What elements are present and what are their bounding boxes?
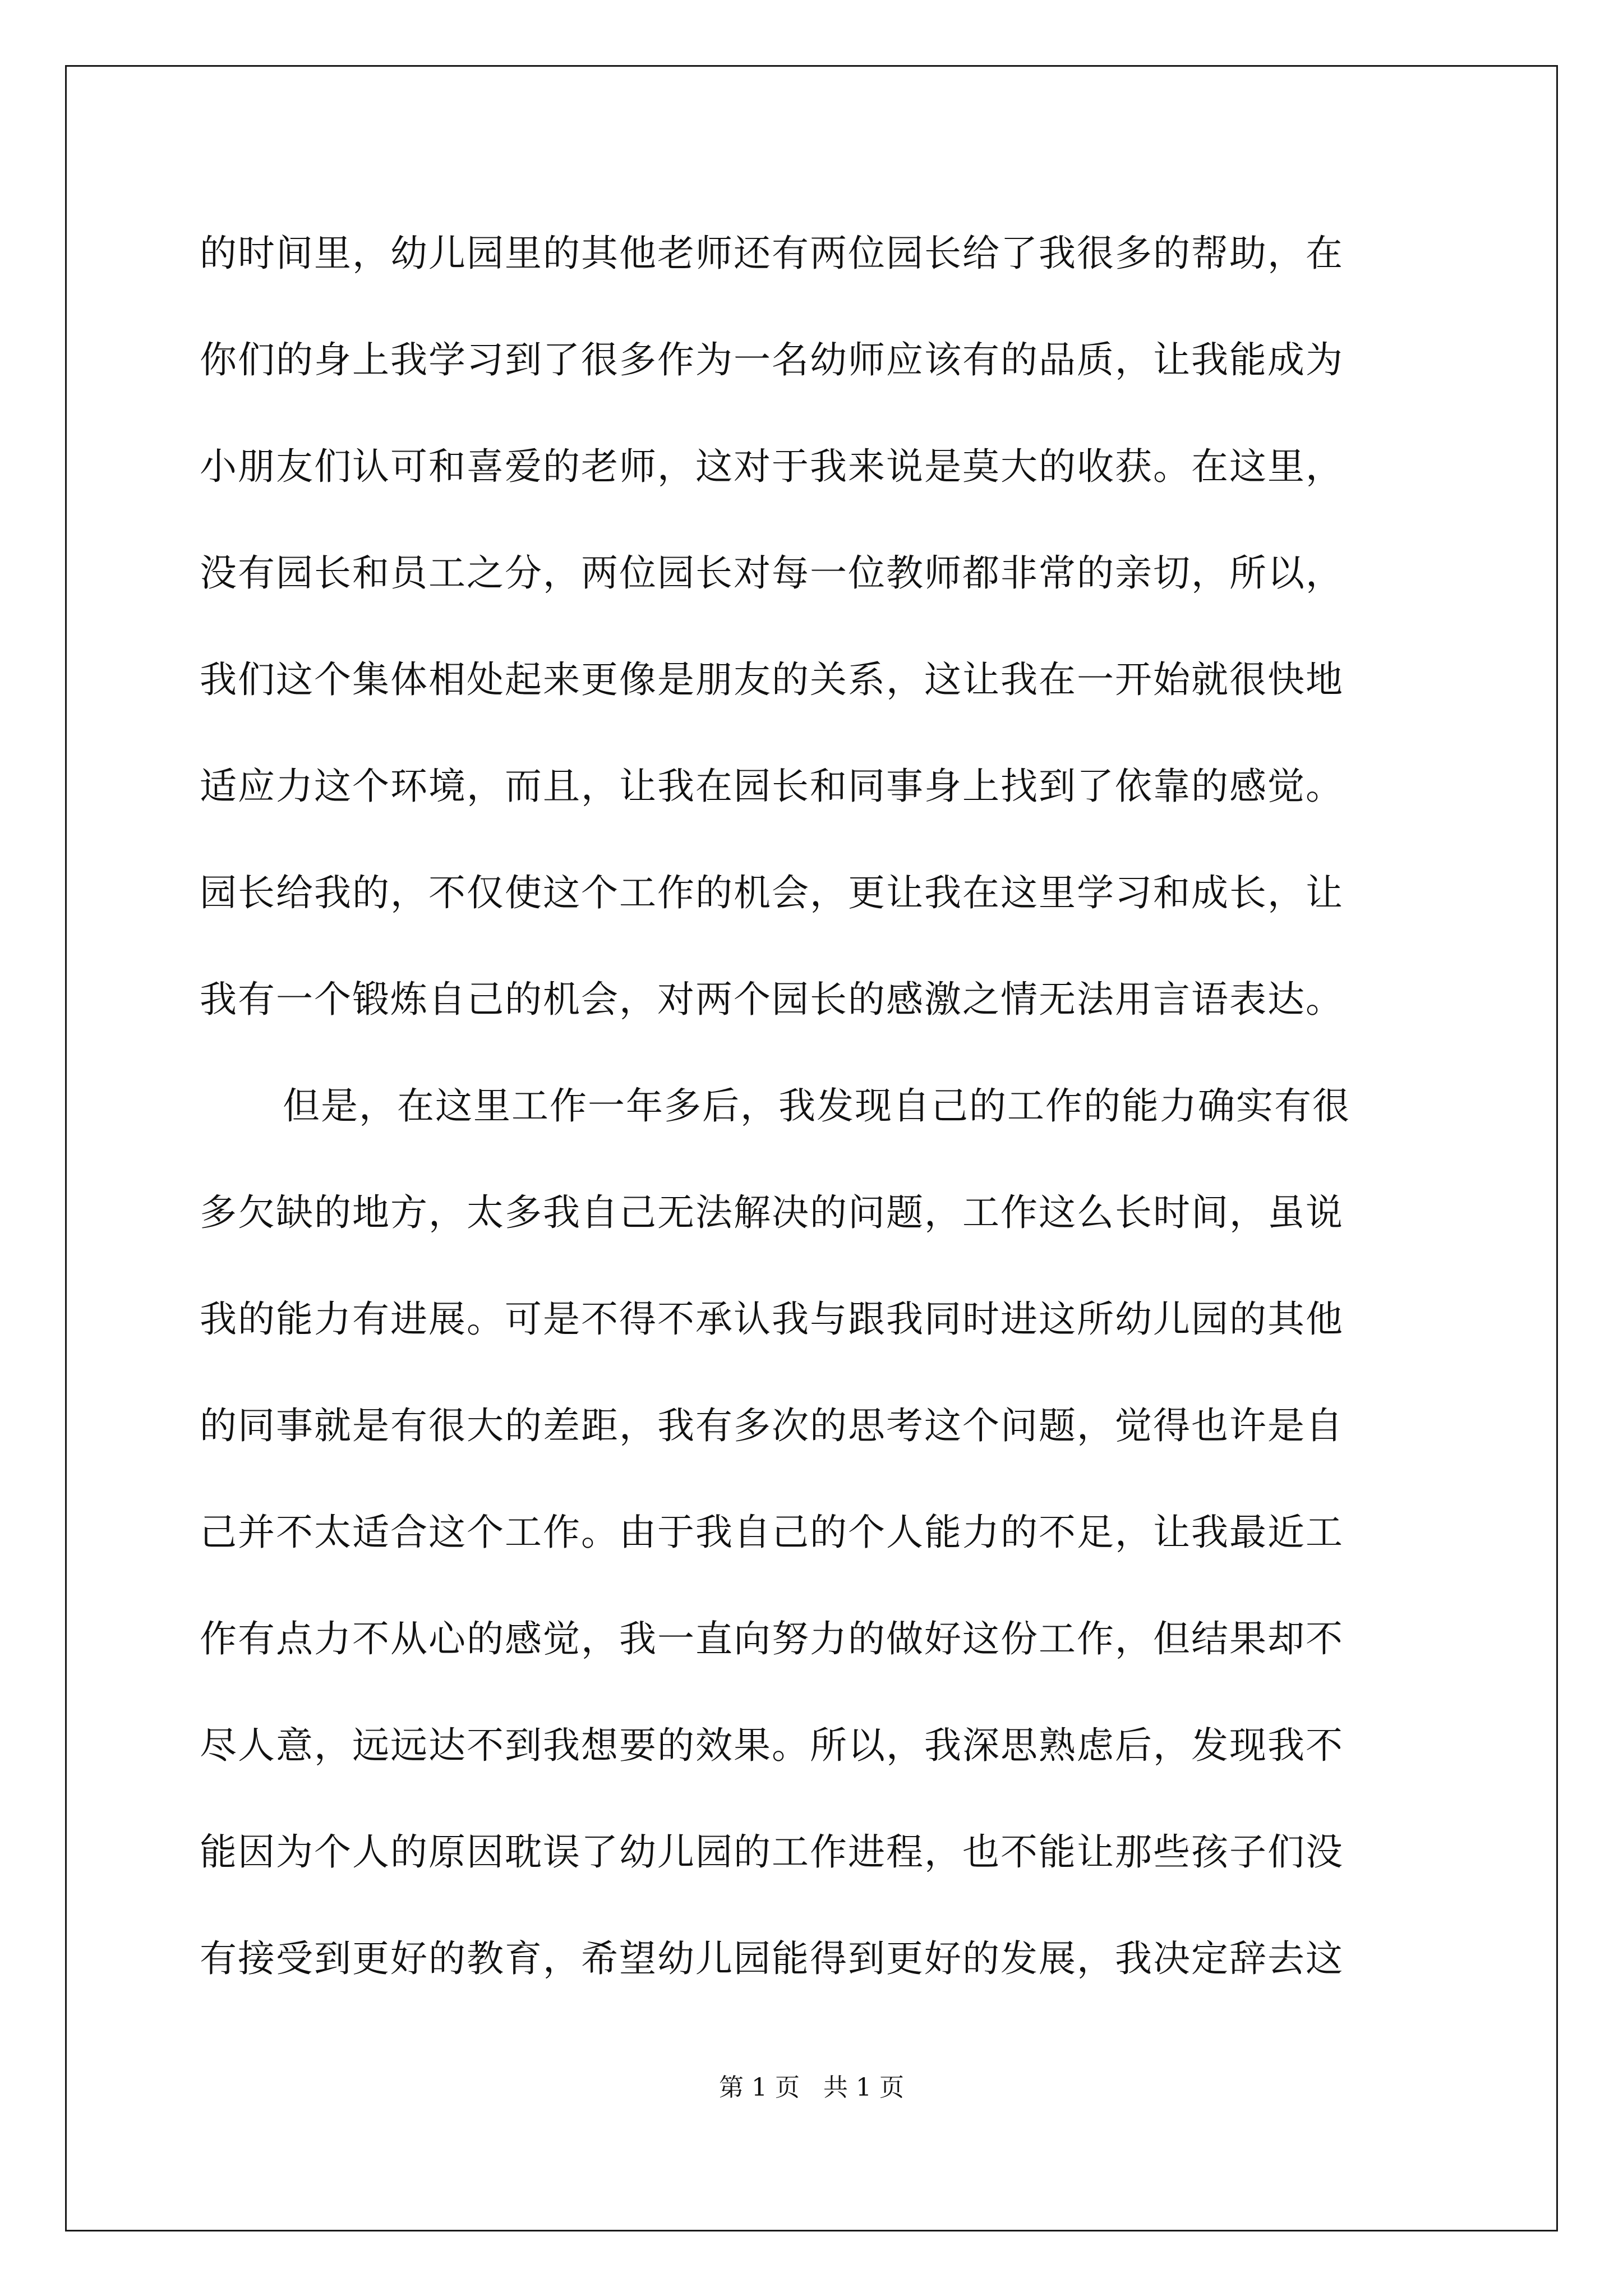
body-line: 我有一个锻炼自己的机会，对两个园长的感激之情无法用言语表达。: [200, 978, 1344, 1021]
body-line: 你们的身上我学习到了很多作为一名幼师应该有的品质，让我能成为: [200, 338, 1344, 381]
body-line: 园长给我的，不仅使这个工作的机会，更让我在这里学习和成长，让: [200, 871, 1344, 914]
body-line: 我们这个集体相处起来更像是朋友的关系，这让我在一开始就很快地: [200, 658, 1344, 701]
body-line: 小朋友们认可和喜爱的老师，这对于我来说是莫大的收获。在这里，: [200, 445, 1344, 488]
page-number-footer: 第 1 页 共 1 页: [719, 2073, 904, 2102]
body-line: 作有点力不从心的感觉，我一直向努力的做好这份工作，但结果却不: [200, 1617, 1344, 1660]
body-line: 的同事就是有很大的差距，我有多次的思考这个问题，觉得也许是自: [200, 1404, 1344, 1447]
body-line: 多欠缺的地方，太多我自己无法解决的问题，工作这么长时间，虽说: [200, 1191, 1344, 1234]
document-body: [200, 220, 1428, 2032]
body-line: 尽人意，远远达不到我想要的效果。所以，我深思熟虑后，发现我不: [200, 1724, 1344, 1767]
body-line: 能因为个人的原因耽误了幼儿园的工作进程，也不能让那些孩子们没: [200, 1830, 1344, 1874]
body-line: 的时间里，幼儿园里的其他老师还有两位园长给了我很多的帮助，在: [200, 232, 1344, 275]
body-line: 没有园长和员工之分，两位园长对每一位教师都非常的亲切，所以，: [200, 551, 1344, 595]
body-line: 己并不太适合这个工作。由于我自己的个人能力的不足，让我最近工: [200, 1511, 1344, 1554]
body-line: 适应力这个环境，而且，让我在园长和同事身上找到了依靠的感觉。: [200, 765, 1344, 808]
paragraph-start-line: 但是，在这里工作一年多后，我发现自己的工作的能力确实有很: [283, 1084, 1350, 1128]
body-line: 有接受到更好的教育，希望幼儿园能得到更好的发展，我决定辞去这: [200, 1937, 1344, 1980]
body-line: 我的能力有进展。可是不得不承认我与跟我同时进这所幼儿园的其他: [200, 1297, 1344, 1341]
